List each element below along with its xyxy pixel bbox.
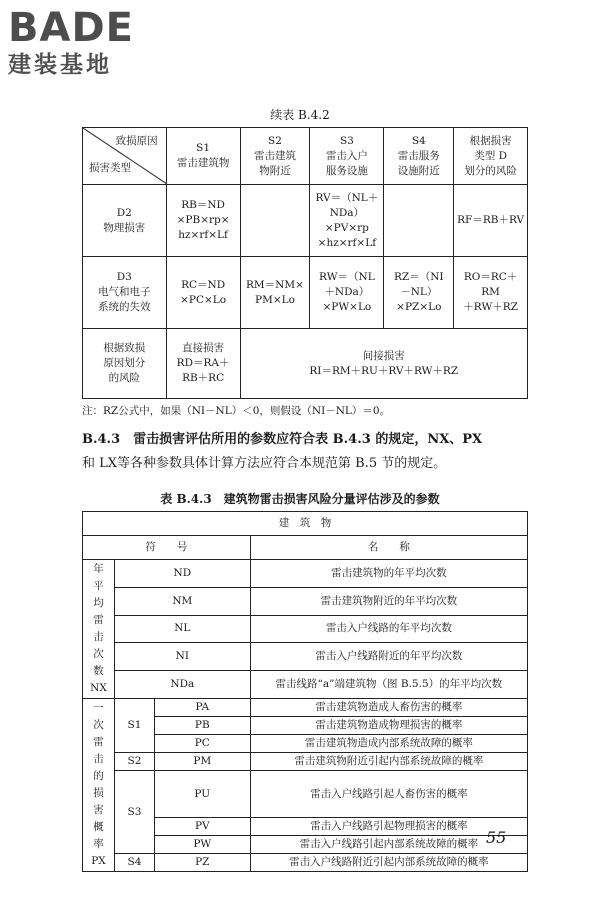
page-number: 55 <box>486 828 507 847</box>
cell-text-line: 雷击建筑 <box>253 149 296 162</box>
cell-text-line: NX <box>90 682 107 694</box>
corner-bottom-label: 损害类型 <box>89 162 131 174</box>
cell-text-line: 雷 <box>93 736 104 748</box>
cell-text-line: RD＝RA＋ <box>176 357 230 369</box>
table2-head-symbol: 符 号 <box>83 536 251 560</box>
cell-text-line: hz×rf×Lf <box>178 229 228 241</box>
cell-text-line: PM×Lo <box>255 293 295 306</box>
cell-text-line: 物理损害 <box>103 221 146 234</box>
row-head-d2 <box>83 185 167 257</box>
cell-d2-s1 <box>166 185 240 257</box>
table-row <box>83 615 528 643</box>
logo-subtitle: 建装基地 <box>8 52 112 78</box>
cell-text-line: 一 <box>93 702 104 714</box>
cell-d2-s2 <box>240 185 310 257</box>
table-cell: PM <box>154 753 250 771</box>
s4-label: S4 <box>114 854 154 872</box>
table-cell: 雷击入户线路引起内部系统故障的概率 <box>250 836 527 854</box>
table-row <box>83 560 528 588</box>
s3-label: S3 <box>114 771 154 854</box>
table-cell: 雷击入户线路引起物理损害的概率 <box>250 818 527 836</box>
table-cell: 雷击入户线路引起人畜伤害的概率 <box>250 771 527 818</box>
cell-text-line: ×PC×Lo <box>180 293 227 306</box>
cell-d2-s3 <box>310 185 384 257</box>
cell-text-line: 雷击服务 <box>397 149 440 162</box>
cell-text-line: 害 <box>93 804 104 816</box>
table-row <box>83 771 528 818</box>
cell-text-line: 数 <box>93 665 104 677</box>
logo-title: BADE <box>8 5 134 51</box>
table-row <box>83 699 528 717</box>
cell-text-line: PX <box>91 855 106 867</box>
col-head-s3 <box>310 128 384 185</box>
table-cell: PB <box>154 717 250 735</box>
cell-d3-s4 <box>384 257 454 329</box>
cell-text-line: S3 <box>339 134 354 147</box>
cell-text-line: RW＝（NL <box>319 271 375 283</box>
table1-note: 注：RZ公式中，如果（NI－NL）＜0，则假设（NI－NL）＝0。 <box>82 405 391 417</box>
cell-text-line: D3 <box>116 271 132 283</box>
group-label-px <box>83 699 115 872</box>
cell-text-line: ×hz×rf×Lf <box>317 236 377 249</box>
cell-d3-s2 <box>240 257 310 329</box>
group-label-nx <box>83 560 115 699</box>
table-cell: PV <box>154 818 250 836</box>
cell-text-line: RF＝RB＋RV <box>457 214 525 226</box>
table-row <box>83 671 528 699</box>
table-row <box>83 587 528 615</box>
cell-text-line: RM＝NM× <box>246 278 304 291</box>
cell-text-line: 电气和电子 <box>98 286 151 298</box>
cell-text-line: 率 <box>93 838 104 850</box>
cell-text-line: 物附近 <box>259 164 291 177</box>
cell-text-line: 划分的风险 <box>464 164 517 177</box>
cell-text-line: 次 <box>93 648 104 660</box>
cell-text-line: ＋NDa） <box>324 286 370 298</box>
cell-text-line: －NL） <box>400 286 438 298</box>
cell-text-line: RI＝RM＋RU＋RV＋RW＋RZ <box>309 364 459 377</box>
table-b43 <box>82 511 528 872</box>
cell-d3-risk <box>454 257 528 329</box>
cell-text-line: 直接损害 <box>182 342 225 354</box>
cell-text-line: 概 <box>93 821 104 833</box>
cell-text-line: 系统的失效 <box>98 301 151 313</box>
table2-head-name: 名 称 <box>250 536 527 560</box>
cell-text-line: 设施附近 <box>397 164 440 177</box>
cell-text-line: 类型 D <box>474 149 507 162</box>
row-head-d3 <box>83 257 167 329</box>
col-head-s1 <box>166 128 240 185</box>
cell-text-line: RZ＝（NI <box>394 271 444 283</box>
col-head-risk <box>454 128 528 185</box>
cell-text-line: NDa） <box>329 206 365 219</box>
table-cell: ND <box>114 560 250 588</box>
table-cell: 雷击线路“a”端建筑物（图 B.5.5）的年平均次数 <box>250 671 527 699</box>
cell-d2-s4 <box>384 185 454 257</box>
cell-text-line: 雷击建筑物 <box>176 157 230 169</box>
table-cell: 雷击建筑物附近引起内部系统故障的概率 <box>250 753 527 771</box>
cell-text-line: 均 <box>93 597 104 609</box>
table-cell: 雷击入户线路附近引起内部系统故障的概率 <box>250 854 527 872</box>
table2-title: 建 筑 物 <box>83 512 528 536</box>
cell-d3-s1 <box>166 257 240 329</box>
table-cell: 雷击入户线路的年平均次数 <box>250 615 527 643</box>
cell-direct-loss <box>166 329 240 399</box>
cell-text-line: ×PZ×Lo <box>396 301 442 313</box>
table-cell: NM <box>114 587 250 615</box>
cell-text-line: S1 <box>196 142 211 154</box>
table-cell: PZ <box>154 854 250 872</box>
cell-text-line: 损 <box>93 787 104 799</box>
table-row-d3 <box>83 257 528 329</box>
cell-text-line: 根据致损 <box>103 342 146 354</box>
cell-d2-risk <box>454 185 528 257</box>
cell-text-line: 原因划分 <box>103 357 146 369</box>
cell-text-line: RO＝RC＋RM <box>463 271 518 298</box>
table2-caption: 表 B.4.3 建筑物雷击损害风险分量评估涉及的参数 <box>160 492 440 506</box>
table-row-d2 <box>83 185 528 257</box>
cell-text-line: RV＝（NL＋ <box>315 191 379 204</box>
table-cell: NL <box>114 615 250 643</box>
table-cell: PC <box>154 735 250 753</box>
logo <box>8 6 134 80</box>
corner-top-label: 致损原因 <box>115 135 158 147</box>
table-row <box>83 643 528 671</box>
cell-text-line: 次 <box>93 719 104 731</box>
table1-caption: 续表 B.4.2 <box>270 108 330 122</box>
cell-text-line: 的 <box>93 770 104 782</box>
col-head-s2 <box>240 128 310 185</box>
cell-text-line: 击 <box>93 631 104 643</box>
table-cell: PU <box>154 771 250 818</box>
cell-text-line: 年 <box>93 563 104 575</box>
paragraph-b43 <box>82 428 528 476</box>
table-cell: 雷击建筑物造成人畜伤害的概率 <box>250 699 527 717</box>
cell-text-line: 雷 <box>93 614 104 626</box>
cell-text-line: S2 <box>268 134 282 147</box>
cell-text-line: ＋RW＋RZ <box>463 301 518 313</box>
cell-text-line: D2 <box>116 206 132 219</box>
cell-text-line: 平 <box>93 580 104 592</box>
table-cell: 雷击入户线路附近的年平均次数 <box>250 643 527 671</box>
row-head-by-cause <box>83 329 167 399</box>
cell-text-line: ×PB×rp× <box>176 214 230 226</box>
cell-text-line: 间接损害 <box>362 349 405 362</box>
table-b42-continued <box>82 127 528 399</box>
table-cell: PW <box>154 836 250 854</box>
cell-text-line: RB＋RC <box>182 372 225 384</box>
table-cell: 雷击建筑物造成物理损害的概率 <box>250 717 527 735</box>
table-cell: PA <box>154 699 250 717</box>
cell-text-line: ×PW×Lo <box>322 301 372 313</box>
table-row-by-cause <box>83 329 528 399</box>
paragraph-line-2: 和 LX等各种参数具体计算方法应符合本规范第 B.5 节的规定。 <box>82 456 447 471</box>
cell-indirect-loss <box>240 329 527 399</box>
table-cell: 雷击建筑物的年平均次数 <box>250 560 527 588</box>
cell-text-line: 根据损害 <box>469 134 512 147</box>
paragraph-line-1: B.4.3 雷击损害评估所用的参数应符合表 B.4.3 的规定，NX、PX <box>82 432 483 447</box>
table-cell: 雷击建筑物造成内部系统故障的概率 <box>250 735 527 753</box>
s2-label: S2 <box>114 753 154 771</box>
cell-text-line: 击 <box>93 753 104 765</box>
corner-header-cell <box>83 128 167 185</box>
s1-label: S1 <box>114 699 154 753</box>
table-cell: NI <box>114 643 250 671</box>
table-cell: 雷击建筑物附近的年平均次数 <box>250 587 527 615</box>
cell-text-line: 雷击入户 <box>325 149 368 162</box>
cell-d3-s3 <box>310 257 384 329</box>
cell-text-line: ×PV×rp <box>324 221 369 234</box>
cell-text-line: 的风险 <box>108 372 141 384</box>
table-row <box>83 854 528 872</box>
table-cell: NDa <box>114 671 250 699</box>
cell-text-line: RB＝ND <box>181 199 225 211</box>
cell-text-line: S4 <box>411 134 426 147</box>
table-row <box>83 753 528 771</box>
cell-text-line: RC＝ND <box>181 278 226 291</box>
col-head-s4 <box>384 128 454 185</box>
cell-text-line: 服务设施 <box>325 164 368 177</box>
